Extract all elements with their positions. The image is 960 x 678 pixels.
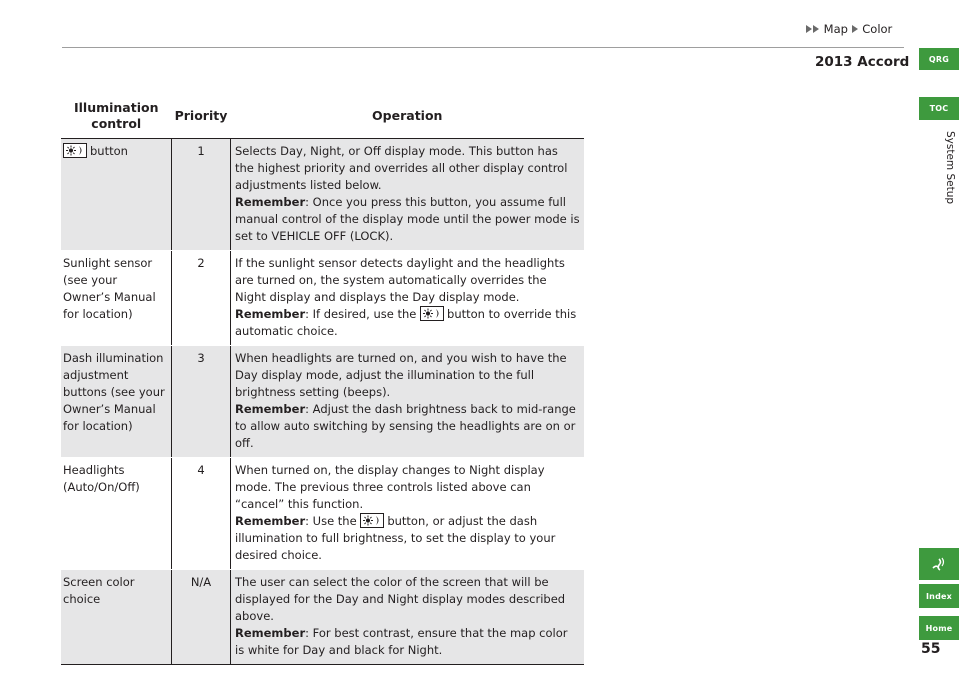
operation-text: When headlights are turned on, and you wish to have the Day display mode, adjust the illumination to the full brightness setting (beeps). [235,351,567,399]
operation-cell [231,139,585,251]
index-tab[interactable]: Index [919,584,959,608]
remember-text: : If desired, use the [305,307,417,321]
priority-cell: 3 [172,346,231,458]
remember-text: button, or adjust the dash illumination to full brightness, to set the display to your desired choice. [235,514,556,562]
table-row [61,346,584,458]
section-label: System Setup [944,131,956,205]
priority-cell: 4 [172,458,231,570]
model-title: 2013 Accord [815,54,910,70]
header-illumination-control: Illumination control [61,100,172,139]
operation-text: If the sunlight sensor detects daylight and the headlights are turned on, the system automatically overrides the Night display and displays the Day display mode. [235,256,565,304]
control-cell [61,139,172,251]
toc-tab[interactable]: TOC [919,97,959,120]
table-row [61,570,584,665]
breadcrumb-item-map[interactable]: Map [823,22,848,36]
voice-command-tab[interactable] [919,548,959,580]
breadcrumb-arrow-icon [806,25,812,33]
operation-cell [231,346,585,458]
operation-cell [231,251,585,346]
control-cell: Screen color choice [61,570,172,665]
control-cell: Sunlight sensor (see your Owner’s Manual for location) [61,251,172,346]
header-operation: Operation [231,100,585,139]
remember-text: : Adjust the dash brightness back to mid-range to allow auto switching by sensing the headlights are on or off. [235,402,576,450]
header-priority: Priority [172,100,231,139]
control-cell: Dash illumination adjustment buttons (see your Owner’s Manual for location) [61,346,172,458]
remember-label: Remember [235,307,306,321]
control-cell: Headlights (Auto/On/Off) [61,458,172,570]
header-rule [62,47,904,48]
operation-text: Selects Day, Night, or Off display mode. This button has the highest priority and overrides all other display control adjustments listed below. [235,144,568,192]
table-row [61,139,584,251]
page-number: 55 [921,641,941,657]
operation-text: The user can select the color of the screen that will be displayed for the Day and Night display modes described above. [235,575,566,623]
qrg-tab[interactable]: QRG [919,48,959,70]
remember-label: Remember [235,402,306,416]
breadcrumb-arrow-icon [813,25,819,33]
breadcrumb [806,22,892,36]
operation-cell [231,458,585,570]
operation-cell [231,570,585,665]
day-night-button-icon [420,306,444,321]
day-night-button-icon [63,143,87,158]
remember-text: : Use the [305,514,357,528]
home-tab[interactable]: Home [919,616,959,640]
priority-cell: 2 [172,251,231,346]
priority-cell: N/A [172,570,231,665]
table-header-row [61,100,584,139]
day-night-button-icon [360,513,384,528]
remember-label: Remember [235,514,306,528]
remember-text: : For best contrast, ensure that the map color is white for Day and black for Night. [235,626,568,657]
remember-label: Remember [235,195,306,209]
breadcrumb-item-color: Color [862,22,893,36]
voice-icon [930,555,948,573]
table-row [61,458,584,570]
remember-label: Remember [235,626,306,640]
operation-text: When turned on, the display changes to Night display mode. The previous three controls listed above can “cancel” this function. [235,463,545,511]
remember-text: button to override this automatic choice. [235,307,577,338]
remember-text: : Once you press this button, you assume full manual control of the display mode until the power mode is set to VEHICLE OFF (LOCK). [235,195,580,243]
control-label: button [90,144,128,158]
illumination-control-table [61,100,584,665]
breadcrumb-arrow-icon [852,25,858,33]
table-row [61,251,584,346]
priority-cell: 1 [172,139,231,251]
